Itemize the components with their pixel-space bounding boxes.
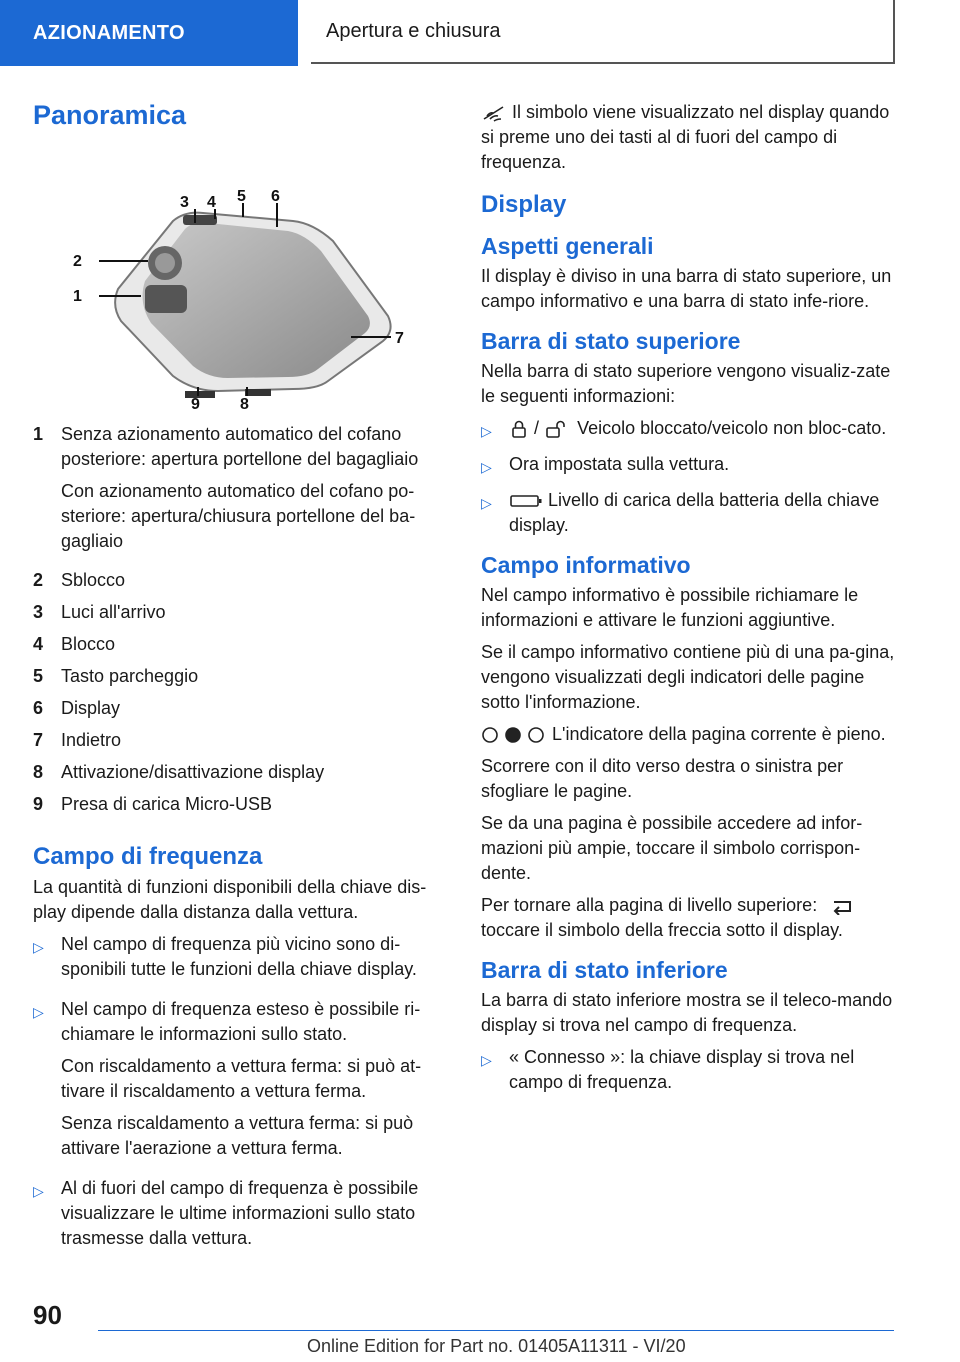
callout-7: 7 bbox=[395, 330, 404, 347]
right-column bbox=[481, 100, 896, 1103]
list-item: 3 Luci all'arrivo bbox=[33, 602, 166, 622]
section-tab: AZIONAMENTO bbox=[0, 0, 298, 66]
list-item: 4 Blocco bbox=[33, 634, 116, 654]
upper-bar-heading: Barra di stato superiore bbox=[481, 328, 741, 354]
list-item: ▷ Al di fuori del campo di frequenza è possibile visualizzare le ultime informazioni sullo stato trasmesse dalla vettura. bbox=[33, 1176, 445, 1258]
list-item: ▷ Nel campo di frequenza più vicino sono di-sponibili tutte le funzioni della chiave display. bbox=[33, 932, 445, 989]
display-key-illustration bbox=[33, 141, 445, 411]
list-item: ▷ Nel campo di frequenza esteso è possibile ri-chiamare le informazioni sullo stato. Con riscaldamento a vettura ferma: si può at-tivare il riscaldamento a vettura ferma. Senza riscaldamento a vettura ferma: si può attivare l'aerazione a vettura ferma. bbox=[33, 997, 445, 1168]
callout-2: 2 bbox=[73, 253, 82, 270]
info-p6a: Per tornare alla pagina di livello superiore: bbox=[481, 895, 818, 915]
chapter-title: Apertura e chiusura bbox=[311, 0, 895, 64]
footer-divider bbox=[98, 1330, 894, 1331]
callout-5: 5 bbox=[237, 188, 246, 205]
general-heading: Aspetti generali bbox=[481, 233, 654, 259]
list-item: ▷ / Veicolo bloccato/veicolo non bloc-cato. bbox=[481, 416, 896, 444]
info-p6b: toccare il simbolo della freccia sotto il display. bbox=[481, 920, 843, 940]
callout-4: 4 bbox=[207, 194, 216, 211]
callout-8: 8 bbox=[240, 396, 249, 411]
lower-bar-intro: La barra di stato inferiore mostra se il teleco-mando display si trova nel campo di frequenza. bbox=[481, 990, 893, 1035]
list-item: ▷ Livello di carica della batteria della chiave display. bbox=[481, 488, 896, 538]
triangle-bullet-icon: ▷ bbox=[33, 1004, 44, 1020]
list-item: 2 Sblocco bbox=[33, 570, 126, 590]
back-arrow-icon bbox=[830, 897, 856, 915]
out-of-range-icon bbox=[481, 104, 507, 122]
info-p3: L'indicatore della pagina corrente è pieno. bbox=[552, 724, 886, 744]
list-item: 1 Senza azionamento automatico del cofano posteriore: apertura portellone del bagagliaio Con azionamento automatico del cofano po-steriore: apertura/chiusura portellone del ba-gagliaio bbox=[33, 424, 419, 551]
info-p5: Se da una pagina è possibile accedere ad infor-mazioni più ampie, toccare il simbolo corrispon-dente. bbox=[481, 813, 863, 883]
info-p1: Nel campo informativo è possibile richiamare le informazioni e attivare le funzioni aggiuntive. bbox=[481, 585, 859, 630]
triangle-bullet-icon: ▷ bbox=[481, 459, 492, 475]
page-number: 90 bbox=[33, 1300, 62, 1330]
upper-bar-intro: Nella barra di stato superiore vengono visualiz-zate le seguenti informazioni: bbox=[481, 361, 891, 406]
list-item: 7 Indietro bbox=[33, 730, 122, 750]
info-p4: Scorrere con il dito verso destra o sinistra per sfogliare le pagine. bbox=[481, 756, 844, 801]
list-item: 8 Attivazione/disattivazione display bbox=[33, 762, 325, 782]
triangle-bullet-icon: ▷ bbox=[33, 1183, 44, 1199]
callout-3: 3 bbox=[180, 194, 189, 211]
list-item: 9 Presa di carica Micro-USB bbox=[33, 794, 273, 814]
overview-list bbox=[33, 422, 445, 817]
frequency-intro: La quantità di funzioni disponibili della chiave dis-play dipende dalla distanza dalla vettura. bbox=[33, 877, 427, 922]
info-field-heading: Campo informativo bbox=[481, 552, 691, 578]
symbol-note: Il simbolo viene visualizzato nel display quando si preme uno dei tasti al di fuori del campo di frequenza. bbox=[481, 102, 890, 172]
callout-9: 9 bbox=[191, 396, 200, 411]
lower-bar-heading: Barra di stato inferiore bbox=[481, 957, 728, 983]
triangle-bullet-icon: ▷ bbox=[481, 1052, 492, 1068]
list-item: 5 Tasto parcheggio bbox=[33, 666, 199, 686]
lock-icon bbox=[509, 419, 529, 439]
info-p2: Se il campo informativo contiene più di una pa-gina, vengono visualizzati degli indicatori delle pagine sotto l'informazione. bbox=[481, 642, 895, 712]
general-text: Il display è diviso in una barra di stato superiore, un campo informativo e una barra di stato infe-riore. bbox=[481, 266, 892, 311]
triangle-bullet-icon: ▷ bbox=[481, 423, 492, 439]
display-heading: Display bbox=[481, 191, 567, 218]
triangle-bullet-icon: ▷ bbox=[481, 495, 492, 511]
left-column bbox=[33, 100, 445, 1266]
edition-note: Online Edition for Part no. 01405A11311 - VI/20 bbox=[307, 1336, 686, 1356]
callout-1: 1 bbox=[73, 288, 82, 305]
frequency-heading: Campo di frequenza bbox=[33, 843, 263, 870]
triangle-bullet-icon: ▷ bbox=[33, 939, 44, 955]
overview-heading: Panoramica bbox=[33, 100, 187, 130]
battery-icon bbox=[509, 493, 543, 509]
list-item: 6 Display bbox=[33, 698, 121, 718]
list-item: ▷ Ora impostata sulla vettura. bbox=[481, 452, 896, 480]
list-item: ▷ « Connesso »: la chiave display si trova nel campo di frequenza. bbox=[481, 1045, 896, 1095]
unlock-icon bbox=[544, 419, 572, 439]
callout-6: 6 bbox=[271, 188, 280, 205]
page-dots-icon bbox=[481, 726, 547, 744]
